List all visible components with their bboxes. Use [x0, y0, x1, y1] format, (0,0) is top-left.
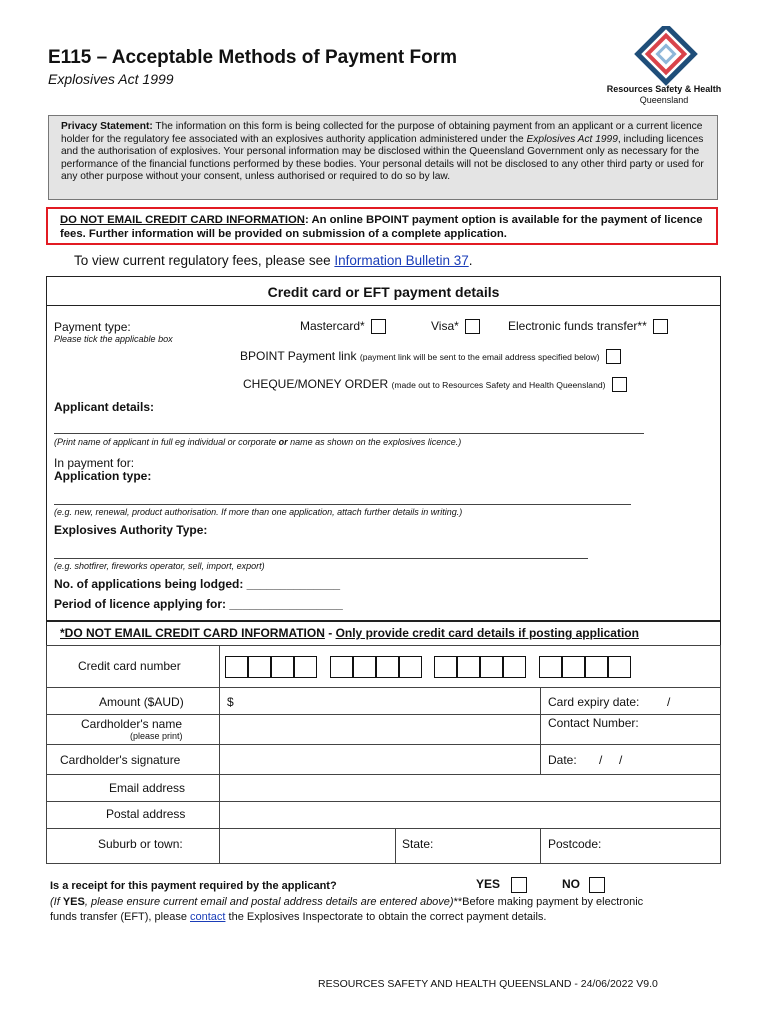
application-type-field[interactable]: [54, 492, 631, 505]
expiry-label: Card expiry date:: [548, 695, 640, 709]
holder-label: Cardholder's name: [81, 717, 183, 731]
cheque-option: [243, 377, 627, 392]
card-digit-box[interactable]: [539, 656, 562, 678]
email-warning: [46, 207, 718, 245]
visa-label: Visa*: [431, 319, 459, 333]
application-type-hint: (e.g. new, renewal, product authorisation. If more than one application, attach further details in writing.): [54, 507, 463, 517]
yes-checkbox[interactable]: [511, 877, 527, 893]
card-digit-box[interactable]: [480, 656, 503, 678]
applicant-hint: [54, 437, 461, 447]
fees-end: .: [468, 253, 473, 268]
cheque-checkbox[interactable]: [612, 377, 627, 392]
holder-field[interactable]: [222, 716, 538, 743]
signature-field[interactable]: [222, 746, 538, 773]
logo-text: Resources Safety & Health: [606, 84, 722, 94]
mastercard-label: Mastercard*: [300, 319, 365, 333]
visa-checkbox[interactable]: [465, 319, 480, 334]
receipt-note-d: the Explosives Inspectorate to obtain the correct payment details.: [225, 910, 547, 923]
date-label: Date:: [548, 753, 577, 767]
card-heading-a: *DO NOT EMAIL CREDIT CARD INFORMATION: [60, 626, 325, 640]
card-digit-box[interactable]: [457, 656, 480, 678]
card-heading: [60, 626, 639, 640]
privacy-label: Privacy Statement:: [61, 121, 153, 132]
card-digit-box[interactable]: [503, 656, 526, 678]
payment-type-label: Payment type:: [54, 320, 131, 334]
card-digit-box[interactable]: [434, 656, 457, 678]
card-digit-box[interactable]: [225, 656, 248, 678]
receipt-note-c: **Before making payment by electronic funds transfer (EFT), please: [50, 896, 644, 923]
receipt-no-option: [562, 877, 605, 893]
amount-field[interactable]: [238, 690, 536, 712]
postcode-label: Postcode:: [548, 837, 602, 851]
date-slashes: / /: [599, 753, 623, 767]
bpoint-note: (payment link will be sent to the email address specified below): [359, 352, 600, 362]
expiry-slash: /: [667, 695, 671, 709]
page-title: E115 – Acceptable Methods of Payment Form: [48, 47, 457, 68]
yes-label: YES: [476, 877, 501, 892]
contact-label: Contact Number:: [548, 716, 639, 730]
licence-period-field[interactable]: Period of licence applying for: _________________: [54, 597, 343, 611]
right-divider: [540, 687, 541, 775]
suburb-field[interactable]: [222, 830, 393, 862]
authority-type-label: Explosives Authority Type:: [54, 523, 208, 537]
num-applications-field[interactable]: No. of applications being lodged: ______________: [54, 577, 341, 591]
card-digit-box[interactable]: [294, 656, 317, 678]
card-digit-box[interactable]: [376, 656, 399, 678]
section-title: Credit card or EFT payment details: [267, 284, 500, 300]
privacy-text-b: , including licences and the authorisation of explosives. Your personal information may be disclosed within the Queensland Government only as necessary for the performance of the financial functions performed by these bodies. Your personal details will not be disclosed to any other third party or used for any other purpose without your consent, unless authorised or required to do so by law.: [61, 133, 704, 182]
cheque-label: CHEQUE/MONEY ORDER: [243, 377, 389, 391]
card-digit-box[interactable]: [399, 656, 422, 678]
authority-type-hint: (e.g. shotfirer, fireworks operator, sell, import, export): [54, 561, 265, 571]
fees-line: [74, 253, 472, 268]
holder-hint: (please print): [130, 731, 183, 741]
logo-subtext: Queensland: [639, 95, 689, 105]
privacy-text-a: The information on this form is being collected for the purpose of obtaining payment from an applicant or a current licence holder for the regulatory fee associated with an explosives authority application administered under the: [61, 121, 703, 145]
card-heading-sep: -: [324, 626, 336, 640]
applicant-hint-or: or: [278, 437, 288, 447]
no-checkbox[interactable]: [589, 877, 605, 893]
card-digit-box[interactable]: [353, 656, 376, 678]
receipt-note-a: (If: [50, 896, 63, 908]
bpoint-checkbox[interactable]: [606, 349, 621, 364]
card-digit-box[interactable]: [608, 656, 631, 678]
applicant-hint-a: (Print name of applicant in full eg individual or corporate: [54, 437, 279, 447]
card-heading-b: Only provide credit card details if posting application: [335, 626, 639, 640]
email-field[interactable]: [222, 776, 719, 800]
bulletin-link[interactable]: Information Bulletin 37: [334, 253, 469, 268]
mastercard-option: [300, 319, 386, 334]
amount-dollar: $: [227, 695, 234, 709]
eft-checkbox[interactable]: [653, 319, 668, 334]
privacy-act: Explosives Act 1999: [526, 133, 618, 145]
amount-label: Amount ($AUD): [99, 695, 184, 709]
visa-option: [431, 319, 480, 334]
contact-link[interactable]: contact: [190, 910, 226, 923]
page-footer: RESOURCES SAFETY AND HEALTH QUEENSLAND - 24/06/2022 V9.0: [318, 978, 658, 990]
application-type-label: Application type:: [54, 469, 152, 483]
cheque-note: (made out to Resources Safety and Health Queensland): [391, 380, 606, 390]
state-label: State:: [402, 837, 434, 851]
receipt-question: Is a receipt for this payment required by the applicant?: [50, 880, 337, 892]
mastercard-checkbox[interactable]: [371, 319, 386, 334]
postcode-divider: [540, 828, 541, 864]
email-label: Email address: [109, 781, 186, 795]
suburb-label: Suburb or town:: [98, 837, 183, 851]
eft-label: Electronic funds transfer**: [508, 319, 647, 333]
bpoint-label: BPOINT Payment link: [240, 349, 357, 363]
no-label: NO: [562, 877, 580, 892]
card-digit-box[interactable]: [330, 656, 353, 678]
receipt-yes-option: [476, 877, 527, 893]
card-digit-box[interactable]: [562, 656, 585, 678]
card-digit-box[interactable]: [248, 656, 271, 678]
fees-text: To view current regulatory fees, please see: [74, 253, 335, 268]
card-digit-box[interactable]: [585, 656, 608, 678]
label-divider: [219, 645, 220, 864]
privacy-statement: [48, 115, 718, 200]
in-payment-label: In payment for:: [54, 456, 135, 470]
bpoint-option: [240, 349, 621, 364]
eft-option: [508, 319, 668, 334]
receipt-note-b: , please ensure current email and postal address details are entered above): [84, 896, 454, 908]
card-digit-box[interactable]: [271, 656, 294, 678]
applicant-heading: Applicant details:: [54, 400, 155, 414]
card-number-label: Credit card number: [78, 659, 181, 673]
payment-type-hint: Please tick the applicable box: [54, 334, 173, 344]
applicant-name-field[interactable]: [54, 421, 644, 434]
warning-text: : An online BPOINT payment option is available for the payment of licence fees. Further information will be provided on submission of a complete application.: [60, 214, 703, 240]
receipt-note-yes: YES: [62, 896, 85, 908]
postal-field[interactable]: [222, 803, 719, 827]
applicant-hint-b: name as shown on the explosives licence.): [287, 437, 462, 447]
signature-label: Cardholder's signature: [60, 753, 181, 767]
state-divider: [395, 828, 396, 864]
page-subtitle: Explosives Act 1999: [48, 71, 174, 87]
receipt-note: [50, 895, 660, 924]
warning-underlined: DO NOT EMAIL CREDIT CARD INFORMATION: [60, 214, 305, 226]
postal-label: Postal address: [106, 807, 186, 821]
authority-type-field[interactable]: [54, 546, 588, 559]
